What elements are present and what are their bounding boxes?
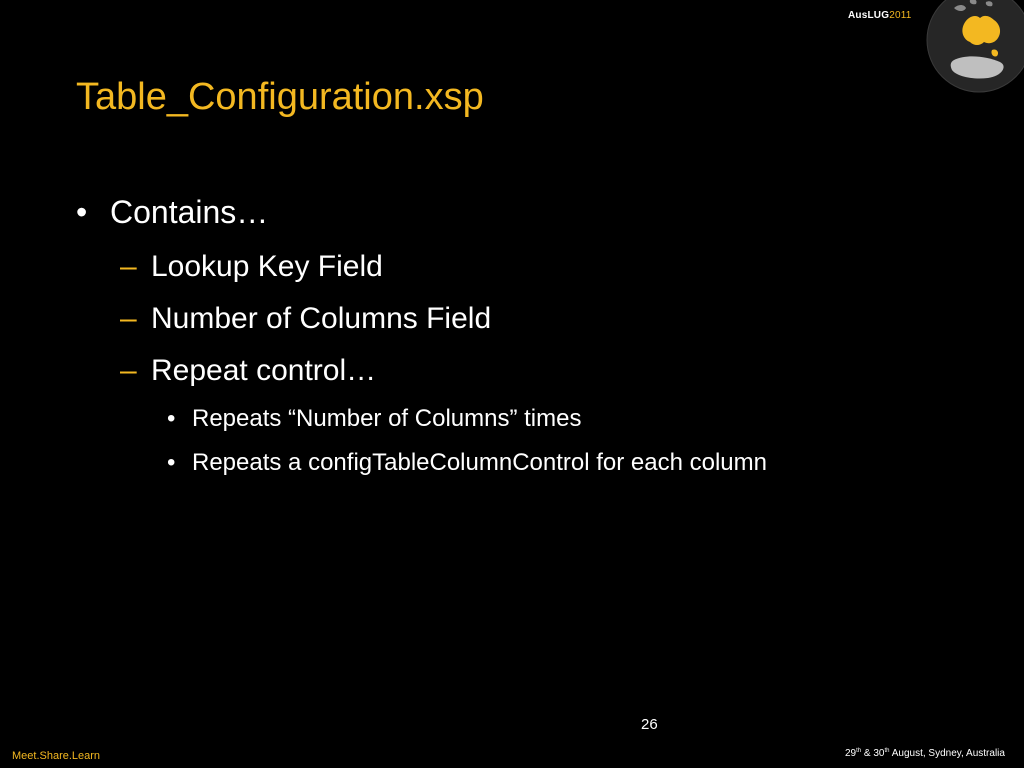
sub-bullet-repeat-control <box>120 354 376 388</box>
sub-sub-bullet-text: Repeats “Number of Columns” times <box>192 405 582 432</box>
footer-tagline: Meet.Share.Learn <box>12 750 101 762</box>
sub-bullet-text: Number of Columns Field <box>151 302 492 335</box>
date-day-2: 30 <box>873 748 885 759</box>
page-number: 26 <box>641 716 658 733</box>
date-ampersand: & <box>861 748 874 759</box>
sub-sub-bullet-repeats-config <box>167 449 767 477</box>
dash-marker: – <box>120 250 137 283</box>
brand-logo <box>848 10 912 21</box>
date-suffix-1: th <box>856 748 862 754</box>
slide-title: Table_Configuration.xsp <box>76 76 484 118</box>
brand-prefix: AusLUG <box>848 10 890 21</box>
brand-year: 2011 <box>889 10 912 21</box>
sub-bullet-number-columns <box>120 302 491 336</box>
dash-marker: – <box>120 302 137 335</box>
footer-event-date <box>845 748 1005 759</box>
bullet-marker: • <box>76 194 88 230</box>
dash-marker: – <box>120 354 137 387</box>
date-day-1: 29 <box>845 748 857 759</box>
sub-bullet-text: Repeat control… <box>151 354 377 387</box>
sub-bullet-text: Lookup Key Field <box>151 250 383 283</box>
sub-sub-bullet-text: Repeats a configTableColumnControl for each column <box>192 449 767 476</box>
date-location: August, Sydney, Australia <box>889 748 1005 759</box>
bullet-marker: • <box>167 405 176 432</box>
date-suffix-2: th <box>884 748 890 754</box>
sub-bullet-lookup-key <box>120 250 383 284</box>
bullet-text: Contains… <box>110 194 269 230</box>
bullet-item-contains <box>76 194 268 231</box>
globe-icon <box>924 0 1024 94</box>
sub-sub-bullet-repeats-number <box>167 405 581 433</box>
bullet-marker: • <box>167 449 176 476</box>
